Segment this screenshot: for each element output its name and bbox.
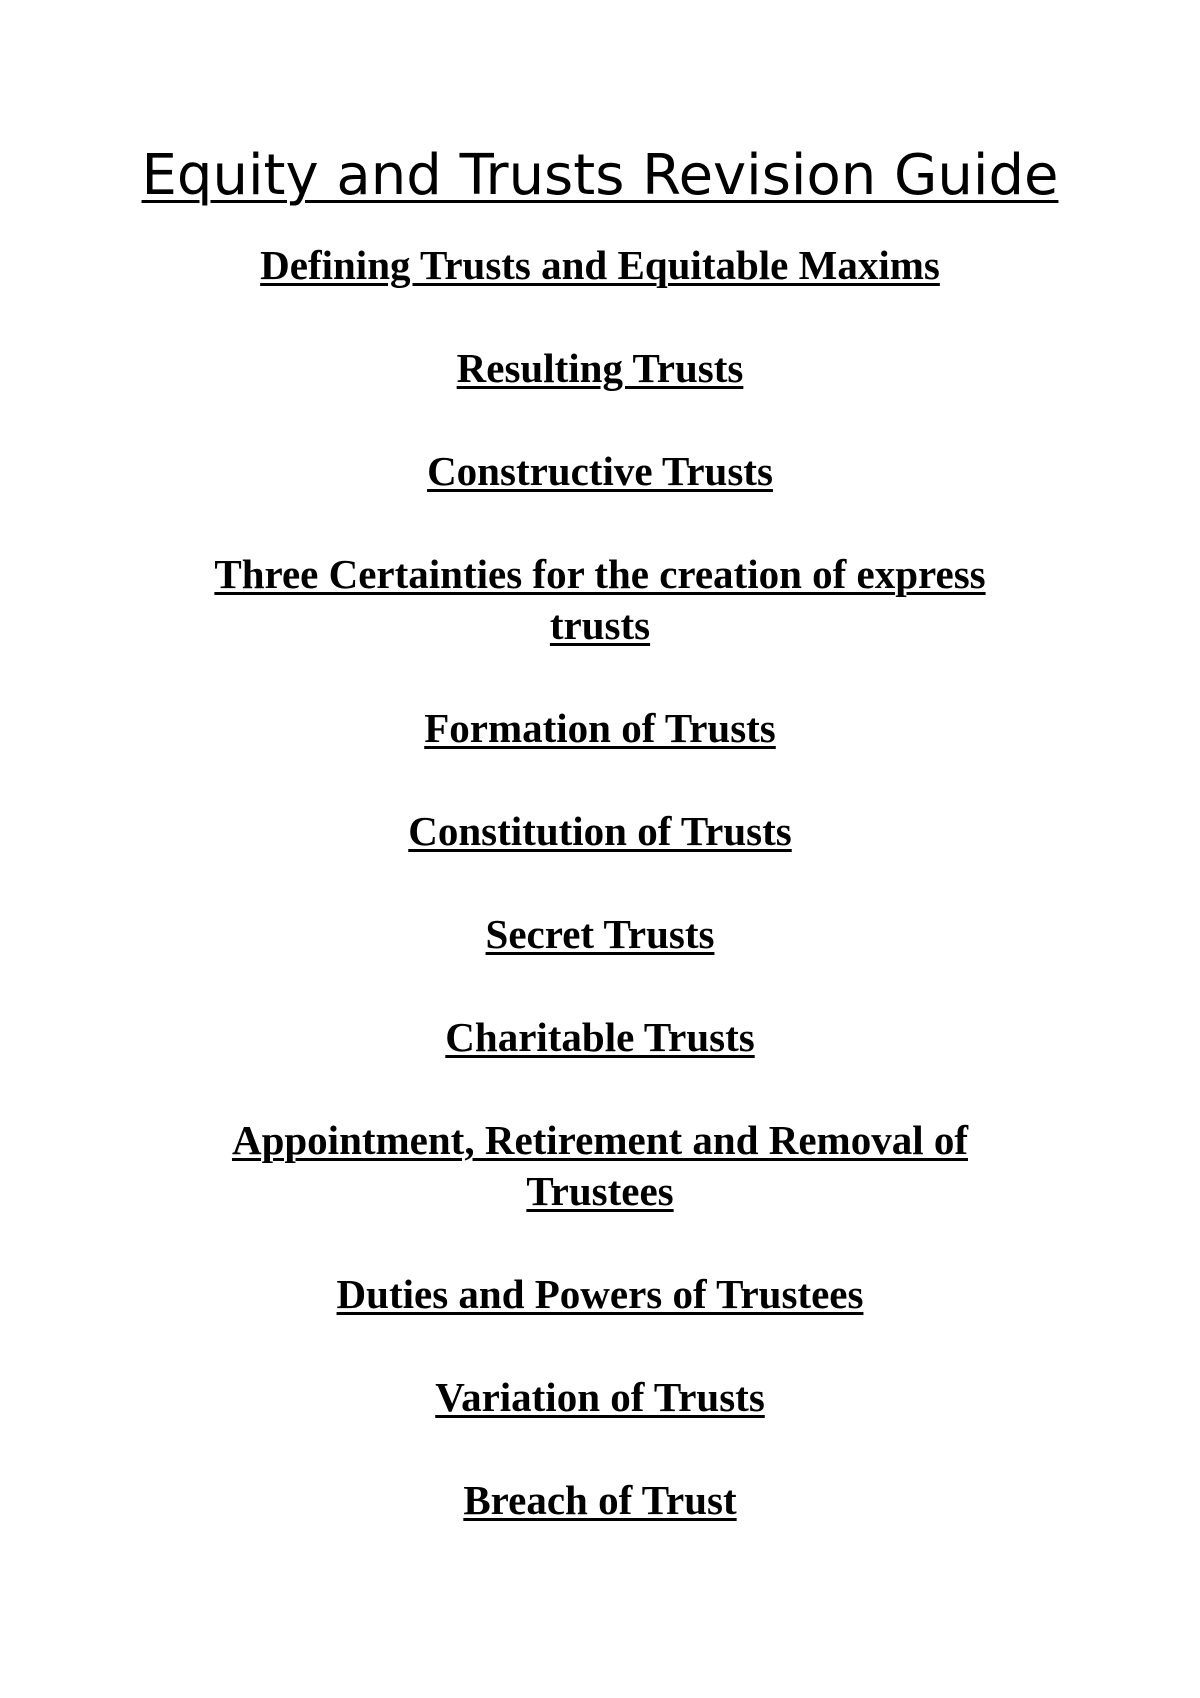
- topic-appointment-of-trustees: Appointment, Retirement and Removal of Trustees: [231, 1117, 969, 1214]
- topic-constitution-of-trusts: Constitution of Trusts: [408, 808, 792, 854]
- topic-charitable-trusts: Charitable Trusts: [445, 1014, 755, 1060]
- topic-three-certainties: Three Certainties for the creation of express trusts: [214, 551, 986, 648]
- topic-resulting-trusts: Resulting Trusts: [456, 345, 744, 391]
- topic-variation-of-trusts: Variation of Trusts: [435, 1374, 765, 1420]
- topic-defining-trusts: Defining Trusts and Equitable Maxims: [260, 242, 940, 288]
- topic-formation-of-trusts: Formation of Trusts: [424, 705, 776, 751]
- topic-constructive-trusts: Constructive Trusts: [427, 448, 773, 494]
- document-title: Equity and Trusts Revision Guide: [141, 143, 1059, 208]
- topic-secret-trusts: Secret Trusts: [485, 911, 715, 957]
- topic-list: [170, 240, 1030, 1578]
- topic-duties-and-powers: Duties and Powers of Trustees: [336, 1271, 864, 1317]
- topic-breach-of-trust: Breach of Trust: [463, 1477, 737, 1523]
